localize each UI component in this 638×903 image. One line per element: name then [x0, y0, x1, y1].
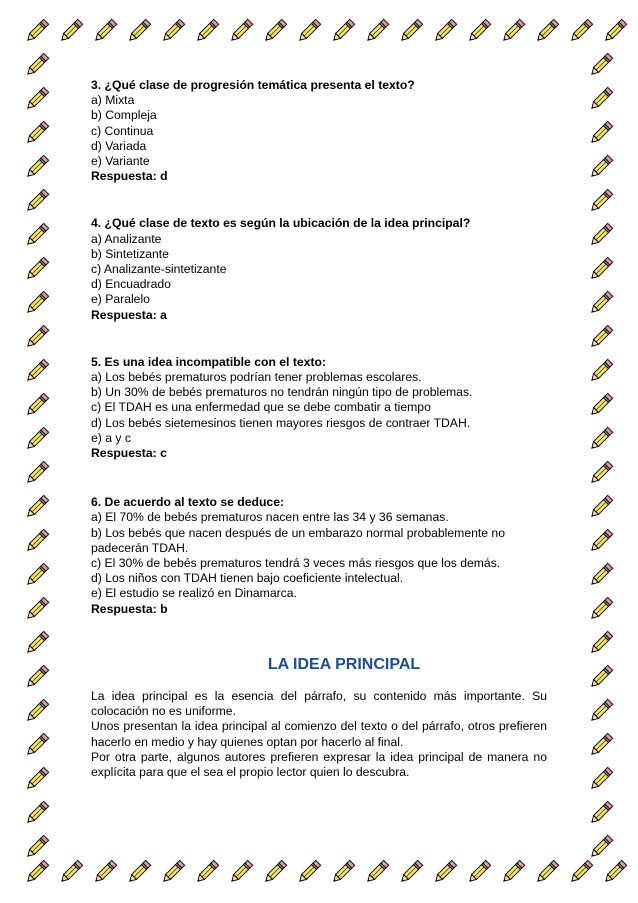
pencil-icon [586, 798, 616, 828]
option: b) Un 30% de bebés prematuros no tendrán ningún tipo de problemas. [91, 385, 473, 400]
pencil-icon [22, 220, 52, 250]
pencil-icon [192, 857, 222, 887]
option: d) Los bebés sietemesinos tienen mayores riesgos de contraer TDAH. [91, 415, 471, 430]
option: c) Analizante-sintetizante [91, 262, 227, 277]
pencil-icon [22, 832, 52, 862]
option: a) Mixta [91, 93, 135, 108]
question-6 [91, 495, 547, 617]
pencil-icon [586, 628, 616, 658]
pencil-icon [226, 16, 256, 46]
question-4 [91, 216, 547, 322]
pencil-icon [22, 594, 52, 624]
pencil-icon [586, 186, 616, 216]
option: d) Los niños con TDAH tienen bajo coeficiente intelectual. [91, 571, 404, 586]
option: d) Variada [91, 138, 147, 153]
pencil-icon [586, 526, 616, 556]
option: c) Continua [91, 123, 154, 138]
pencil-icon [498, 857, 528, 887]
answer: Respuesta: b [91, 601, 168, 616]
pencil-icon [586, 288, 616, 318]
question-5 [91, 355, 547, 461]
paragraph: La idea principal es la esencia del párrafo, su contenido más importante. Su colocación no es uniforme. [91, 688, 547, 719]
pencil-icon [464, 16, 494, 46]
pencil-icon [294, 857, 324, 887]
pencil-icon [362, 857, 392, 887]
pencil-icon [22, 186, 52, 216]
option: b) Sintetizante [91, 246, 169, 261]
pencil-icon [586, 220, 616, 250]
pencil-icon [566, 16, 596, 46]
pencil-icon [90, 16, 120, 46]
paragraph: Por otra parte, algunos autores prefieren expresar la idea principal de manera no explícita para que el sea el propio lector quien lo descubra. [91, 749, 547, 779]
option: c) El 30% de bebés prematuros tendrá 3 veces más riesgos que los demás. [91, 556, 501, 571]
pencil-icon [158, 857, 188, 887]
pencil-icon [124, 16, 154, 46]
option: e) Paralelo [91, 292, 150, 307]
pencil-icon [22, 390, 52, 420]
option: e) a y c [91, 430, 131, 445]
answer: Respuesta: c [91, 446, 167, 461]
option: c) El TDAH es una enfermedad que se debe combatir a tiempo [91, 400, 431, 415]
pencil-icon [586, 118, 616, 148]
pencil-icon [22, 798, 52, 828]
pencil-icon [586, 50, 616, 80]
question-title: 3. ¿Qué clase de progresión temática presenta el texto? [91, 78, 415, 92]
option: a) Los bebés prematuros podrían tener problemas escolares. [91, 370, 422, 385]
pencil-icon [22, 526, 52, 556]
pencil-icon [362, 16, 392, 46]
pencil-icon [22, 662, 52, 692]
pencil-icon [498, 16, 528, 46]
pencil-icon [532, 857, 562, 887]
pencil-icon [192, 16, 222, 46]
pencil-icon [586, 662, 616, 692]
pencil-icon [586, 492, 616, 522]
pencil-icon [22, 730, 52, 760]
pencil-icon [56, 857, 86, 887]
paragraph: Unos presentan la idea principal al comienzo del texto o del párrafo, otros prefieren hacerlo en medio y hay quienes optan por hacerlo al final. [91, 719, 547, 749]
pencil-icon [22, 118, 52, 148]
pencil-icon [22, 424, 52, 454]
pencil-icon [22, 16, 52, 46]
pencil-icon [56, 16, 86, 46]
pencil-icon [22, 84, 52, 114]
pencil-icon [586, 696, 616, 726]
pencil-icon [430, 857, 460, 887]
document-body [91, 78, 547, 780]
pencil-icon [226, 857, 256, 887]
question-3 [91, 78, 547, 184]
option: b) Compleja [91, 108, 157, 123]
pencil-icon [124, 857, 154, 887]
pencil-icon [260, 857, 290, 887]
pencil-icon [22, 356, 52, 386]
pencil-icon [22, 560, 52, 590]
option: a) El 70% de bebés prematuros nacen entre las 34 y 36 semanas. [91, 510, 449, 525]
answer: Respuesta: d [91, 169, 168, 184]
pencil-icon [294, 16, 324, 46]
pencil-icon [22, 288, 52, 318]
answer: Respuesta: a [91, 307, 167, 322]
pencil-icon [22, 50, 52, 80]
pencil-icon [532, 16, 562, 46]
pencil-icon [586, 390, 616, 420]
pencil-icon [586, 322, 616, 352]
option: e) Variante [91, 154, 150, 169]
pencil-icon [22, 254, 52, 284]
option: e) El estudio se realizó en Dinamarca. [91, 586, 297, 601]
pencil-icon [22, 152, 52, 182]
question-title: 6. De acuerdo al texto se deduce: [91, 495, 285, 510]
pencil-icon [586, 832, 616, 862]
pencil-icon [586, 764, 616, 794]
option: b) Los bebés que nacen después de un embarazo normal probablemente no padecerán TDAH. [91, 525, 505, 555]
pencil-icon [586, 254, 616, 284]
pencil-icon [586, 560, 616, 590]
pencil-icon [22, 628, 52, 658]
pencil-icon [328, 16, 358, 46]
pencil-icon [586, 84, 616, 114]
pencil-icon [464, 857, 494, 887]
question-title: 4. ¿Qué clase de texto es según la ubicación de la idea principal? [91, 216, 471, 231]
pencil-icon [586, 356, 616, 386]
pencil-icon [22, 696, 52, 726]
pencil-icon [430, 16, 460, 46]
pencil-icon [22, 764, 52, 794]
pencil-icon [396, 16, 426, 46]
pencil-icon [586, 458, 616, 488]
option: a) Analizante [91, 231, 162, 246]
pencil-icon [328, 857, 358, 887]
pencil-icon [22, 322, 52, 352]
pencil-icon [586, 424, 616, 454]
pencil-icon [396, 857, 426, 887]
pencil-icon [90, 857, 120, 887]
pencil-icon [260, 16, 290, 46]
option: d) Encuadrado [91, 277, 171, 292]
section-title: LA IDEA PRINCIPAL [267, 655, 421, 673]
pencil-icon [22, 492, 52, 522]
pencil-icon [600, 16, 630, 46]
pencil-icon [586, 730, 616, 760]
pencil-icon [586, 594, 616, 624]
pencil-icon [22, 458, 52, 488]
pencil-icon [586, 152, 616, 182]
pencil-icon [158, 16, 188, 46]
question-title: 5. Es una idea incompatible con el texto: [91, 354, 327, 369]
